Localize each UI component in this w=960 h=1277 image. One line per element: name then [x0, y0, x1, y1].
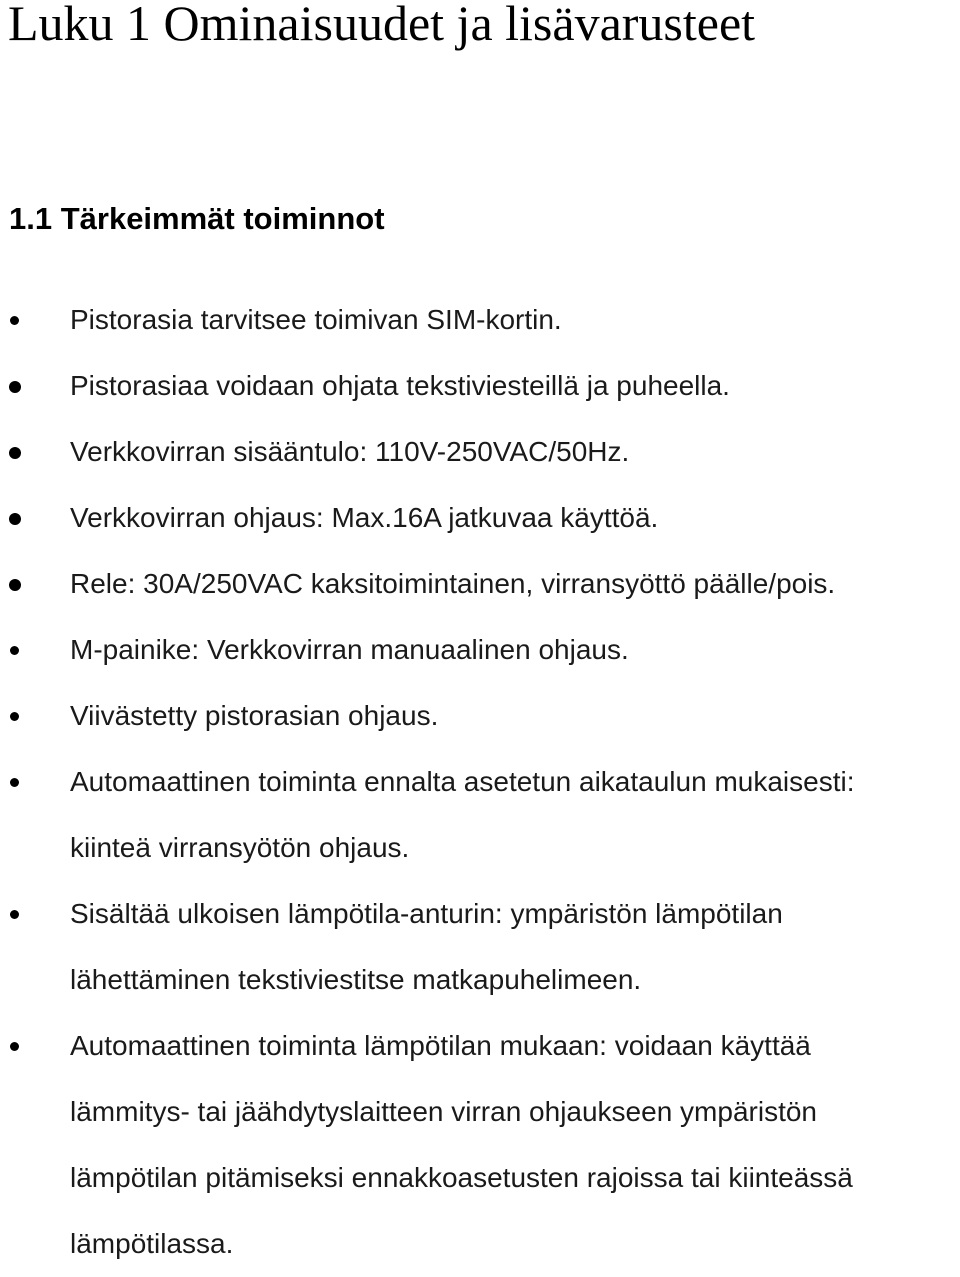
feature-text-continuation: lämpötilan pitämiseksi ennakkoasetusten rajoissa tai kiinteässä — [70, 1162, 853, 1193]
bullet-icon — [10, 316, 19, 325]
feature-text: Verkkovirran ohjaus: Max.16A jatkuvaa käyttöä. — [70, 502, 659, 533]
feature-item — [0, 551, 960, 617]
feature-item — [0, 617, 960, 683]
feature-item — [0, 353, 960, 419]
bullet-icon — [10, 646, 19, 655]
feature-text: M-painike: Verkkovirran manuaalinen ohjaus. — [70, 634, 629, 665]
section-heading: 1.1 Tärkeimmät toiminnot — [9, 201, 385, 236]
feature-item — [0, 287, 960, 353]
feature-text: Automaattinen toiminta ennalta asetetun aikataulun mukaisesti: — [70, 766, 855, 797]
bullet-icon — [10, 910, 19, 919]
bullet-icon — [10, 712, 19, 721]
feature-text-continuation: kiinteä virransyötön ohjaus. — [70, 832, 410, 863]
feature-list — [0, 287, 960, 1277]
feature-text: Viivästetty pistorasian ohjaus. — [70, 700, 439, 731]
bullet-icon — [9, 513, 21, 525]
bullet-icon — [9, 381, 21, 393]
feature-item — [0, 1013, 960, 1277]
feature-text-continuation: lähettäminen tekstiviestitse matkapuhelimeen. — [70, 964, 642, 995]
feature-item — [0, 485, 960, 551]
feature-item — [0, 881, 960, 1013]
feature-text: Rele: 30A/250VAC kaksitoimintainen, virransyöttö päälle/pois. — [70, 568, 836, 599]
feature-item — [0, 749, 960, 881]
bullet-icon — [10, 778, 19, 787]
feature-item — [0, 419, 960, 485]
chapter-title: Luku 1 Ominaisuudet ja lisävarusteet — [8, 0, 756, 51]
bullet-icon — [10, 1042, 19, 1051]
feature-text-continuation: lämmitys- tai jäähdytyslaitteen virran ohjaukseen ympäristön — [70, 1096, 817, 1127]
feature-text: Sisältää ulkoisen lämpötila-anturin: ympäristön lämpötilan — [70, 898, 783, 929]
bullet-icon — [9, 447, 21, 459]
feature-item — [0, 683, 960, 749]
feature-text: Verkkovirran sisääntulo: 110V-250VAC/50Hz. — [70, 436, 630, 467]
bullet-icon — [9, 579, 21, 591]
feature-text: Automaattinen toiminta lämpötilan mukaan: voidaan käyttää — [70, 1030, 811, 1061]
feature-text-continuation: lämpötilassa. — [70, 1228, 234, 1259]
feature-text: Pistorasiaa voidaan ohjata tekstiviesteillä ja puheella. — [70, 370, 730, 401]
feature-text: Pistorasia tarvitsee toimivan SIM-kortin. — [70, 304, 562, 335]
